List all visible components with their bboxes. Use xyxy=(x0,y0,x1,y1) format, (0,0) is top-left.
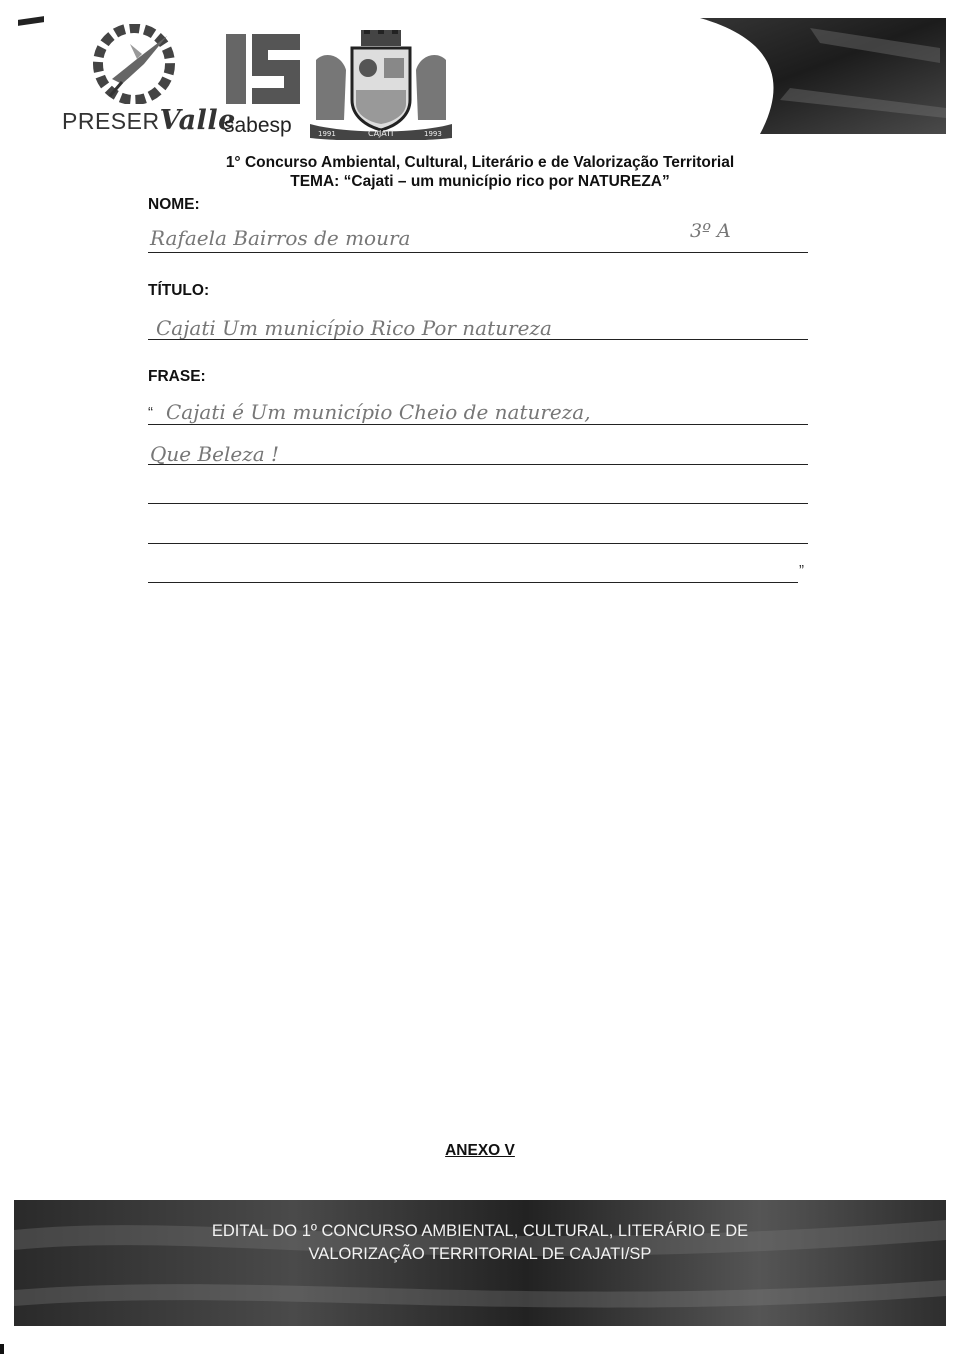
sabesp-symbol-icon xyxy=(222,30,304,110)
crest-motto: CAJATI xyxy=(368,129,394,138)
name-value: Rafaela Bairros de moura xyxy=(150,226,411,250)
annex-label: ANEXO V xyxy=(445,1142,515,1159)
header-banner xyxy=(640,18,946,134)
title-value: Cajati Um município Rico Por natureza xyxy=(156,316,552,340)
footer-banner xyxy=(14,1200,946,1326)
crest-year-right: 1993 xyxy=(424,130,442,138)
phrase-line-2: Que Beleza ! xyxy=(150,442,280,466)
title-line xyxy=(148,339,808,340)
footer-line-1: EDITAL DO 1º CONCURSO AMBIENTAL, CULTURAL, LITERÁRIO E DE xyxy=(211,1222,749,1240)
footer-line-2: VALORIZAÇÃO TERRITORIAL DE CAJATI/SP xyxy=(308,1245,652,1263)
contest-theme: TEMA: “Cajati – um município rico por NATUREZA” xyxy=(290,173,670,190)
phrase-line-1: Cajati é Um município Cheio de natureza, xyxy=(166,400,591,424)
class-value: 3º A xyxy=(690,220,731,242)
name-line xyxy=(148,252,808,253)
preservalle-logo xyxy=(62,24,236,142)
phrase-close-quote: ” xyxy=(799,562,804,579)
phrase-open-quote: “ xyxy=(148,404,153,421)
contest-title: 1° Concurso Ambiental, Cultural, Literário e de Valorização Territorial xyxy=(225,154,735,171)
crest-shield-icon xyxy=(306,30,456,140)
sabesp-logo xyxy=(222,30,308,142)
scan-edge-mark xyxy=(0,1344,4,1354)
phrase-rule-3 xyxy=(148,503,808,504)
scan-corner-mark xyxy=(18,16,44,26)
phrase-rule-1 xyxy=(148,424,808,425)
phrase-rule-5 xyxy=(148,582,798,583)
phrase-label: FRASE: xyxy=(148,368,206,385)
name-label: NOME: xyxy=(148,196,200,213)
footer-text xyxy=(14,1220,946,1266)
preservalle-wordmark: PRESERValle xyxy=(62,105,236,136)
phrase-rule-2 xyxy=(148,464,808,465)
cajati-crest xyxy=(306,30,456,140)
title-label: TÍTULO: xyxy=(148,282,210,299)
hummingbird-icon xyxy=(82,24,192,104)
sabesp-wordmark: sabesp xyxy=(224,114,292,137)
phrase-rule-4 xyxy=(148,543,808,544)
crest-year-left: 1991 xyxy=(318,130,336,138)
